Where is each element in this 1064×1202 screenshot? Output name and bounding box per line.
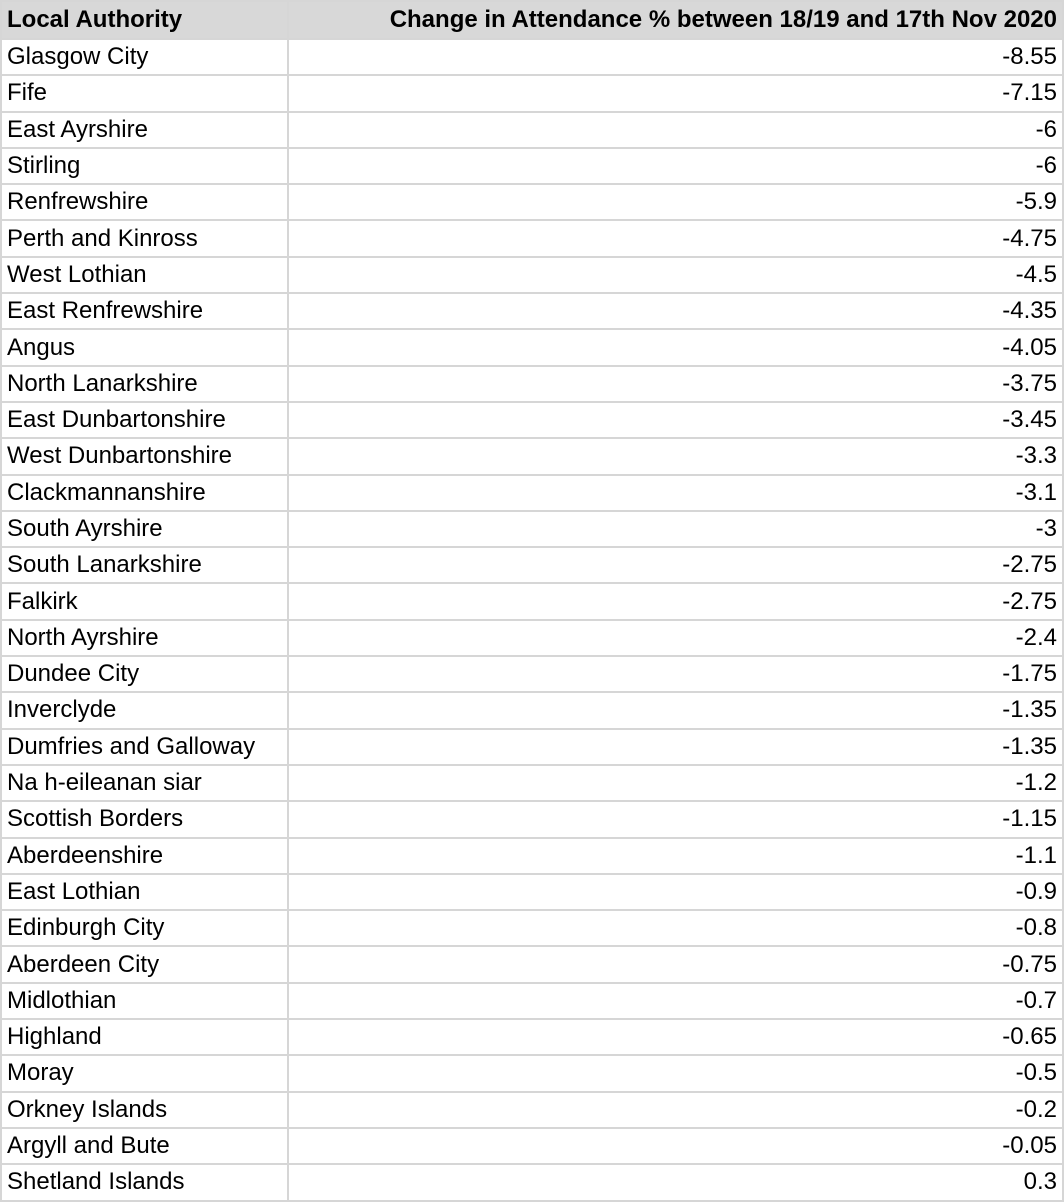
attendance-change-cell: -0.65 (288, 1019, 1063, 1055)
column-header-local-authority: Local Authority (1, 1, 288, 39)
attendance-change-cell: -2.75 (288, 547, 1063, 583)
attendance-change-cell: -4.75 (288, 220, 1063, 256)
attendance-change-cell: -6 (288, 112, 1063, 148)
local-authority-cell: Shetland Islands (1, 1164, 288, 1200)
table-body (1, 39, 1063, 1201)
attendance-change-cell: -0.7 (288, 983, 1063, 1019)
table-row (1, 475, 1063, 511)
local-authority-cell: Angus (1, 329, 288, 365)
attendance-change-cell: 0.3 (288, 1164, 1063, 1200)
column-header-attendance-change: Change in Attendance % between 18/19 and 17th Nov 2020 (288, 1, 1063, 39)
local-authority-cell: West Lothian (1, 257, 288, 293)
attendance-change-cell: -4.5 (288, 257, 1063, 293)
attendance-change-cell: -3.1 (288, 475, 1063, 511)
table-row (1, 184, 1063, 220)
attendance-change-cell: -1.35 (288, 729, 1063, 765)
table-row (1, 329, 1063, 365)
local-authority-cell: East Lothian (1, 874, 288, 910)
local-authority-cell: South Ayrshire (1, 511, 288, 547)
table-row (1, 620, 1063, 656)
attendance-change-cell: -3.45 (288, 402, 1063, 438)
local-authority-cell: North Ayrshire (1, 620, 288, 656)
attendance-change-cell: -4.35 (288, 293, 1063, 329)
local-authority-cell: Highland (1, 1019, 288, 1055)
table-row (1, 729, 1063, 765)
attendance-change-cell: -5.9 (288, 184, 1063, 220)
local-authority-cell: West Dunbartonshire (1, 438, 288, 474)
table-row (1, 983, 1063, 1019)
local-authority-cell: Falkirk (1, 583, 288, 619)
attendance-change-cell: -2.4 (288, 620, 1063, 656)
attendance-change-cell: -3.75 (288, 366, 1063, 402)
table-row (1, 801, 1063, 837)
table-row (1, 583, 1063, 619)
attendance-change-cell: -3 (288, 511, 1063, 547)
local-authority-cell: East Dunbartonshire (1, 402, 288, 438)
local-authority-cell: Scottish Borders (1, 801, 288, 837)
local-authority-cell: Moray (1, 1055, 288, 1091)
table-row (1, 293, 1063, 329)
table-row (1, 39, 1063, 75)
local-authority-cell: Dumfries and Galloway (1, 729, 288, 765)
local-authority-cell: Glasgow City (1, 39, 288, 75)
table-row (1, 148, 1063, 184)
attendance-change-cell: -0.05 (288, 1128, 1063, 1164)
local-authority-cell: Na h-eileanan siar (1, 765, 288, 801)
local-authority-cell: Fife (1, 75, 288, 111)
table-row (1, 547, 1063, 583)
table-row (1, 874, 1063, 910)
attendance-change-cell: -1.1 (288, 838, 1063, 874)
attendance-change-cell: -1.2 (288, 765, 1063, 801)
attendance-change-cell: -2.75 (288, 583, 1063, 619)
table-row (1, 1092, 1063, 1128)
table-row (1, 438, 1063, 474)
attendance-change-cell: -6 (288, 148, 1063, 184)
table-row (1, 257, 1063, 293)
attendance-change-cell: -0.5 (288, 1055, 1063, 1091)
attendance-change-cell: -0.2 (288, 1092, 1063, 1128)
attendance-change-cell: -1.35 (288, 692, 1063, 728)
attendance-change-cell: -0.9 (288, 874, 1063, 910)
table-row (1, 765, 1063, 801)
attendance-change-cell: -0.8 (288, 910, 1063, 946)
local-authority-cell: Argyll and Bute (1, 1128, 288, 1164)
header-row (1, 1, 1063, 39)
attendance-change-cell: -8.55 (288, 39, 1063, 75)
table-row (1, 511, 1063, 547)
local-authority-cell: Midlothian (1, 983, 288, 1019)
attendance-change-cell: -0.75 (288, 946, 1063, 982)
attendance-change-cell: -4.05 (288, 329, 1063, 365)
local-authority-cell: Renfrewshire (1, 184, 288, 220)
attendance-change-cell: -7.15 (288, 75, 1063, 111)
local-authority-cell: South Lanarkshire (1, 547, 288, 583)
attendance-change-cell: -1.75 (288, 656, 1063, 692)
local-authority-cell: Inverclyde (1, 692, 288, 728)
table-row (1, 946, 1063, 982)
local-authority-cell: Dundee City (1, 656, 288, 692)
table-row (1, 692, 1063, 728)
local-authority-cell: Stirling (1, 148, 288, 184)
local-authority-cell: East Ayrshire (1, 112, 288, 148)
table-row (1, 220, 1063, 256)
table-row (1, 910, 1063, 946)
table-row (1, 112, 1063, 148)
local-authority-cell: Clackmannanshire (1, 475, 288, 511)
attendance-change-cell: -3.3 (288, 438, 1063, 474)
table-row (1, 366, 1063, 402)
local-authority-cell: North Lanarkshire (1, 366, 288, 402)
local-authority-cell: Aberdeenshire (1, 838, 288, 874)
attendance-change-cell: -1.15 (288, 801, 1063, 837)
table-row (1, 75, 1063, 111)
table-row (1, 1055, 1063, 1091)
table-row (1, 402, 1063, 438)
local-authority-cell: Aberdeen City (1, 946, 288, 982)
table-row (1, 1164, 1063, 1200)
local-authority-cell: Orkney Islands (1, 1092, 288, 1128)
table-row (1, 1019, 1063, 1055)
table-row (1, 838, 1063, 874)
local-authority-cell: East Renfrewshire (1, 293, 288, 329)
table-row (1, 1128, 1063, 1164)
local-authority-cell: Perth and Kinross (1, 220, 288, 256)
local-authority-cell: Edinburgh City (1, 910, 288, 946)
table-row (1, 656, 1063, 692)
